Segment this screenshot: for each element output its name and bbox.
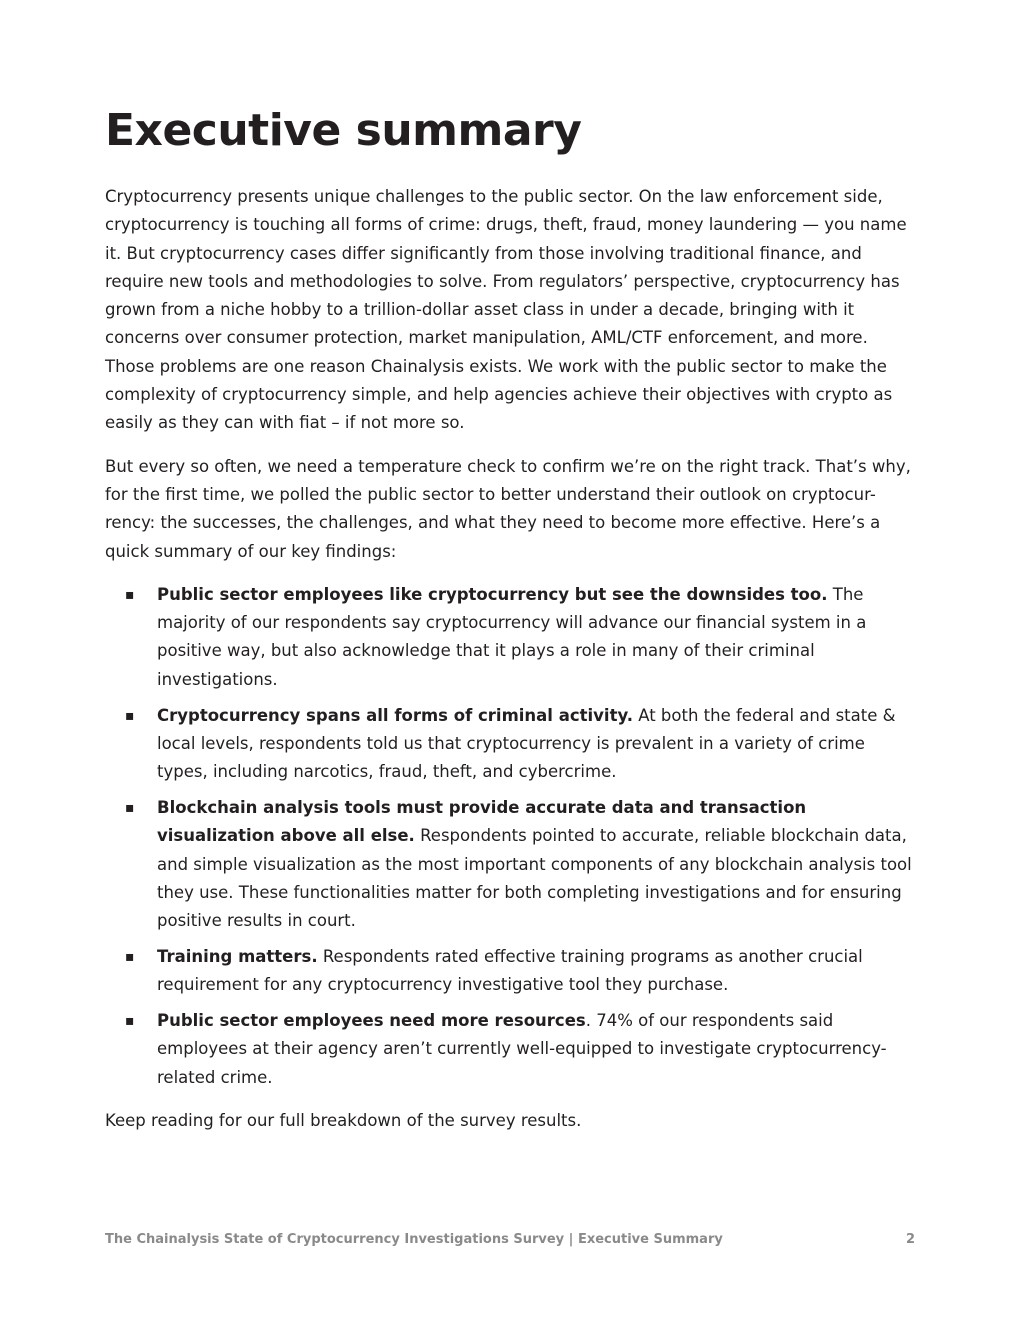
finding-text: At both the federal and state & local levels, respondents told us that cryptocurrency is prevalent in a variety of crime types, including narcotics, fraud, theft, and cybercrime. bbox=[157, 705, 896, 782]
bullet-icon: ▪ bbox=[125, 707, 135, 724]
finding-text: . 74% of our respondents said employees at their agency aren’t currently well-equipped to investigate cryptocurrency-related crime. bbox=[157, 1011, 887, 1087]
key-findings-list bbox=[105, 581, 915, 1092]
finding-item bbox=[105, 943, 915, 1000]
bullet-icon: ▪ bbox=[125, 948, 135, 965]
finding-item bbox=[105, 702, 915, 787]
finding-item bbox=[105, 794, 915, 935]
finding-item bbox=[105, 1007, 915, 1092]
closing-paragraph: Keep reading for our full breakdown of the survey results. bbox=[105, 1110, 582, 1130]
page-title: Executive summary bbox=[105, 105, 582, 156]
intro-paragraph-1: Cryptocurrency presents unique challenges to the public sector. On the law enforcement side, cryptocurrency is touching all forms of crime: drugs, theft, fraud, money laundering — you name it. But cryptocurrency cases differ significantly from those involving traditional finance, and require new tools and methodologies to solve. From regulators’ perspective, cryptocurrency has grown from a niche hobby to a trillion-dollar asset class in under a decade, bringing with it concerns over consumer protection, market manipulation, AML/CTF enforcement, and more. Those problems are one reason Chainalysis exists. We work with the public sector to make the complexity of cryptocurrency simple, and help agencies achieve their objectives with crypto as easily as they can with fiat – if not more so. bbox=[105, 187, 907, 433]
finding-heading: Public sector employees need more resources bbox=[157, 1011, 586, 1031]
bullet-icon: ▪ bbox=[125, 586, 135, 603]
finding-text: The majority of our respondents say cryptocurrency will advance our financial system in a positive way, but also acknowledge that it plays a role in many of their criminal investigations. bbox=[157, 584, 867, 689]
bullet-icon: ▪ bbox=[125, 799, 135, 816]
finding-item bbox=[105, 581, 915, 694]
finding-text: Respondents rated effective training programs as another crucial requirement for any cryptocurrency investigative tool they purchase. bbox=[157, 946, 863, 995]
bullet-icon: ▪ bbox=[125, 1013, 135, 1030]
finding-heading: Public sector employees like cryptocurrency but see the downsides too. bbox=[157, 584, 828, 604]
finding-heading: Blockchain analysis tools must provide accurate data and transaction visualization above all else. bbox=[157, 797, 807, 846]
finding-heading: Cryptocurrency spans all forms of criminal activity. bbox=[157, 705, 633, 725]
page-number: 2 bbox=[905, 1232, 915, 1247]
intro-paragraph-2: But every so often, we need a temperature check to confirm we’re on the right track. That’s why, for the first time, we polled the public sector to better understand their outlook on cryptocur-rency: the successes, the challenges, and what they need to become more effective. Here’s a quick summary of our key findings: bbox=[105, 456, 911, 561]
finding-heading: Training matters. bbox=[157, 946, 318, 966]
finding-text: Respondents pointed to accurate, reliable blockchain data, and simple visualization as the most important components of any blockchain analysis tool they use. These functionalities matter for both completing investigations and for ensuring positive results in court. bbox=[157, 826, 912, 931]
footer-title: The Chainalysis State of Cryptocurrency Investigations Survey | Executive Summary bbox=[105, 1232, 723, 1247]
body-text bbox=[105, 183, 915, 1150]
